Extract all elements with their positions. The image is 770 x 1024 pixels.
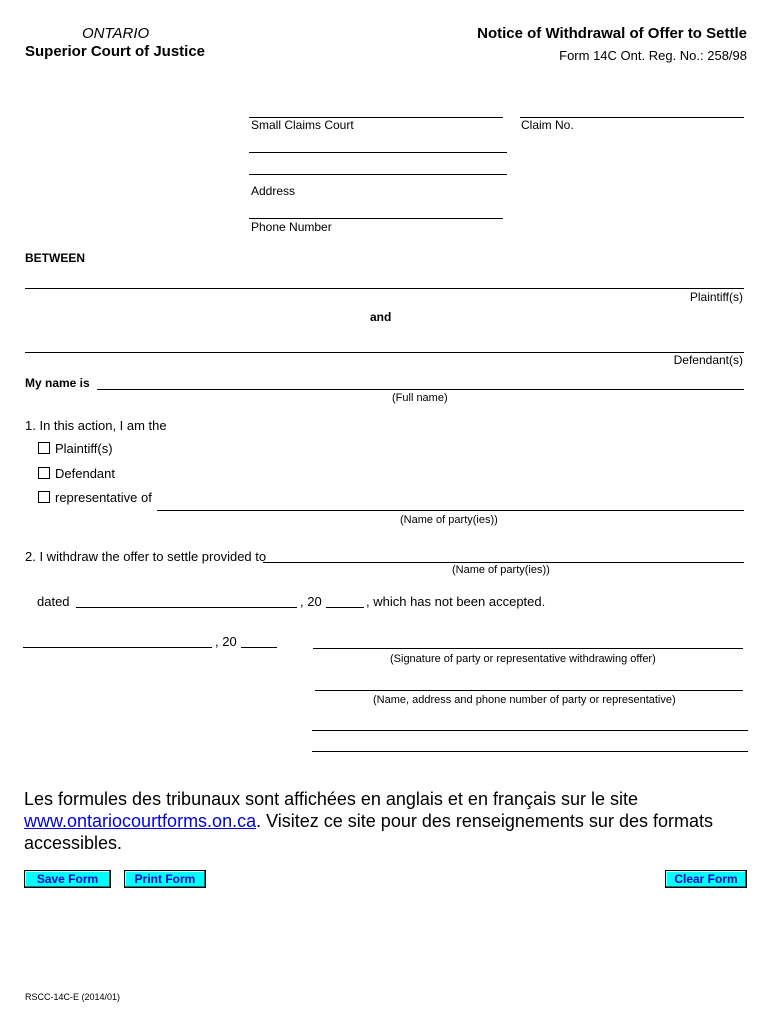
court-name: Superior Court of Justice (25, 43, 206, 60)
representative-checkbox[interactable] (38, 491, 50, 503)
signing-year-field[interactable] (241, 647, 277, 648)
signature-field[interactable] (313, 648, 743, 649)
dated-label: dated (37, 594, 70, 609)
representative-option-label: representative of (55, 490, 152, 505)
not-accepted-text: , which has not been accepted. (366, 594, 546, 609)
defendant-checkbox[interactable] (38, 467, 50, 479)
representative-address-line-1[interactable] (312, 730, 748, 731)
address-label: Address (251, 184, 296, 198)
represented-party-caption: (Name of party(ies)) (400, 514, 498, 526)
offer-year-prefix: , 20 (300, 594, 322, 609)
form-code: RSCC-14C-E (2014/01) (25, 992, 121, 1002)
offer-date-field[interactable] (76, 607, 297, 608)
address-field-line-2[interactable] (249, 174, 507, 175)
notice-line-1: Les formules des tribunaux sont affichées en anglais et en français sur le site (24, 789, 639, 809)
claim-no-label: Claim No. (521, 118, 574, 132)
defendant-label: Defendant(s) (673, 353, 743, 367)
defendant-field[interactable] (25, 352, 744, 353)
plaintiff-field[interactable] (25, 288, 744, 289)
signing-date-field[interactable] (23, 647, 212, 648)
notice-line-3: accessibles. (24, 833, 123, 853)
offer-party-caption: (Name of party(ies)) (452, 564, 550, 576)
phone-number-label: Phone Number (251, 220, 332, 234)
language-notice (24, 788, 754, 854)
phone-number-field[interactable] (249, 218, 503, 219)
signing-year-prefix: , 20 (215, 634, 237, 649)
section1-intro: 1. In this action, I am the (25, 418, 167, 433)
between-label: BETWEEN (25, 251, 85, 265)
representative-name-field[interactable] (315, 690, 743, 691)
plaintiff-label: Plaintiff(s) (689, 290, 743, 304)
full-name-caption: (Full name) (392, 392, 448, 404)
offer-year-field[interactable] (326, 607, 364, 608)
province-label: ONTARIO (82, 25, 150, 42)
and-label: and (370, 310, 392, 324)
print-form-button[interactable]: Print Form (124, 870, 206, 888)
ontario-court-forms-link[interactable]: www.ontariocourtforms.on.ca (24, 811, 257, 831)
representative-name-caption: (Name, address and phone number of party or representative) (373, 694, 676, 706)
small-claims-court-label: Small Claims Court (251, 118, 354, 132)
address-field-line-1[interactable] (249, 152, 507, 153)
offer-party-field[interactable] (263, 562, 744, 563)
section2-intro: 2. I withdraw the offer to settle provided to (25, 549, 267, 564)
representative-address-line-2[interactable] (312, 751, 748, 752)
clear-form-button[interactable]: Clear Form (665, 870, 747, 888)
plaintiff-option-label: Plaintiff(s) (55, 441, 113, 456)
defendant-option-label: Defendant (55, 466, 115, 481)
plaintiff-checkbox[interactable] (38, 442, 50, 454)
represented-party-field[interactable] (157, 510, 744, 511)
my-name-label: My name is (25, 376, 90, 390)
full-name-field[interactable] (97, 389, 744, 390)
form-title: Notice of Withdrawal of Offer to Settle (477, 25, 747, 42)
save-form-button[interactable]: Save Form (24, 870, 111, 888)
notice-line-2: . Visitez ce site pour des renseignements sur des formats (256, 811, 713, 831)
form-number: Form 14C Ont. Reg. No.: 258/98 (559, 48, 747, 63)
signature-caption: (Signature of party or representative withdrawing offer) (390, 653, 656, 665)
